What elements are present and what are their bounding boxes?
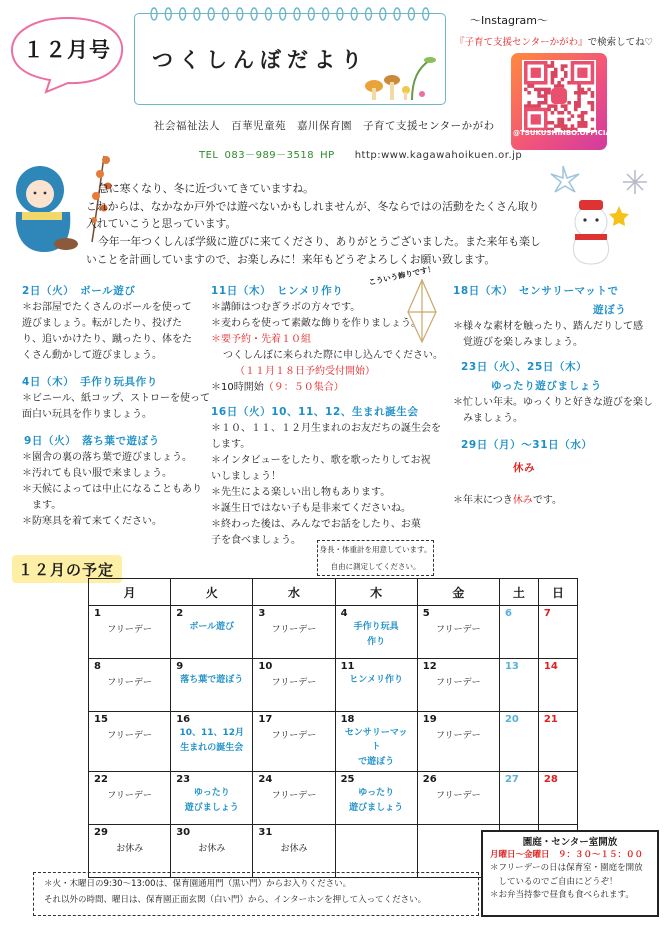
calendar-date: 28 <box>543 774 558 785</box>
calendar-date: 3 <box>258 608 266 619</box>
measurement-note-line: 身長・体重計を用意しています。 <box>319 545 432 554</box>
notebook-ring <box>251 8 257 20</box>
calendar-date: 27 <box>504 774 519 785</box>
calendar-date: 31 <box>258 827 273 838</box>
notebook-ring <box>337 8 343 20</box>
weekday-header: 火 <box>171 579 253 606</box>
holiday-prefix: ＊年末につき <box>453 495 513 506</box>
event-gather-time: （９：５０集合） <box>263 382 344 393</box>
intro-line: 急に寒くなり、冬に近づいてきていますね。 <box>98 182 314 195</box>
calendar-day-cell <box>499 606 538 659</box>
notebook-ring <box>280 8 286 20</box>
calendar-date: 16 <box>176 714 191 725</box>
calendar-day-cell <box>335 606 417 659</box>
instagram-account-name: 『子育て支援センターかがわ』 <box>455 37 588 48</box>
himmeli-ornament-illustration <box>392 276 456 346</box>
events-column-1 <box>22 283 210 530</box>
notebook-ring <box>308 8 314 20</box>
event-title-himmeli: 11日（木） ヒンメリ作り <box>211 285 344 297</box>
calendar-day-cell <box>89 825 171 878</box>
intro-line: これからは、なかなか戸外では遊べないかもしれませんが、冬ならではの活動をたくさん取り <box>86 199 540 213</box>
website-url[interactable]: http:www.kagawahoikuen.or.jp <box>354 150 523 161</box>
instagram-search-suffix: で検索してね♡ <box>587 37 654 48</box>
calendar-day-cell <box>335 825 417 878</box>
calendar-day-cell <box>171 712 253 772</box>
notebook-ring <box>294 8 300 20</box>
calendar-date: 10 <box>258 661 273 672</box>
weekday-header: 月 <box>89 579 171 606</box>
event-line: つくしんぼに来られた際に申し込んでください。 <box>223 350 443 361</box>
intro-message <box>86 180 556 269</box>
event-line: くさん動かして遊びましょう。 <box>22 350 162 361</box>
calendar-day-cell <box>499 712 538 772</box>
event-line: ＊講師はつむぎラボの方々です。 <box>211 302 361 313</box>
notebook-ring <box>323 8 329 20</box>
calendar-date: 12 <box>422 661 437 672</box>
calendar-day-cell <box>171 772 253 825</box>
calendar-day-cell <box>253 712 335 772</box>
events-column-3 <box>453 283 663 509</box>
calendar-date: 14 <box>543 661 558 672</box>
calendar-activity: で遊ぼう <box>358 757 395 767</box>
calendar-day-cell <box>89 659 171 712</box>
calendar-activity: フリーデー <box>436 731 481 741</box>
calendar-activity: フリーデー <box>271 791 317 801</box>
calendar-day-cell <box>89 606 171 659</box>
calendar-weekday-row <box>89 579 578 606</box>
tel-number: 083－989－3518 <box>224 150 315 161</box>
notebook-ring <box>165 8 171 20</box>
calendar-week <box>89 772 578 825</box>
event-line: みましょう。 <box>463 413 523 424</box>
event-title-holiday: 29日（月）～31日（水） <box>461 439 593 451</box>
calendar-date: 17 <box>258 714 273 725</box>
event-line: ＊１０、１１、１２月生まれのお友だちの誕生会を <box>211 423 441 434</box>
event-line: ＊忙しい年末。ゆっくりと好きな遊びを楽し <box>453 397 653 408</box>
calendar-date: 29 <box>94 827 108 838</box>
event-line: ＊終わった後は、みんなでお話をしたり、お菓 <box>211 519 421 530</box>
calendar-day-cell <box>335 772 417 825</box>
calendar-day-cell <box>538 712 577 772</box>
calendar-date: 6 <box>504 608 512 619</box>
event-line: 子を食べましょう。 <box>211 535 301 546</box>
calendar-activity: 10、11、12月 <box>179 728 245 738</box>
calendar-activity: ゆったり <box>358 788 395 798</box>
calendar-day-cell <box>538 659 577 712</box>
calendar-day-cell <box>499 659 538 712</box>
entrance-note <box>33 872 479 916</box>
notebook-ring <box>265 8 271 20</box>
event-line: 面白い玩具を作りましょう。 <box>22 409 152 420</box>
calendar-day-cell <box>417 659 499 712</box>
weekday-header: 日 <box>538 579 577 606</box>
contact-line <box>199 146 528 161</box>
calendar-activity: お休み <box>116 844 144 854</box>
calendar-day-cell <box>89 772 171 825</box>
instagram-search-note <box>455 34 653 48</box>
calendar-activity: フリーデー <box>107 731 152 741</box>
calendar-day-cell <box>171 606 253 659</box>
calendar-day-cell <box>253 772 335 825</box>
calendar-activity: 落ち葉で遊ぼう <box>180 675 244 685</box>
event-line: ます。 <box>22 500 62 511</box>
snowman-illustration <box>545 156 657 268</box>
qr-code[interactable] <box>522 60 596 132</box>
notebook-ring <box>394 8 400 20</box>
calendar-activity: フリーデー <box>107 625 152 635</box>
entrance-note-line: ＊火・木曜日の9:30～13:00は、保育園通用門（黒い門）からお入りください。 <box>44 879 352 889</box>
mushroom-plant-illustration <box>360 50 444 102</box>
intro-line: 入れていこうと思っています。 <box>86 217 237 231</box>
instagram-icon <box>551 88 567 104</box>
tel-label: TEL <box>199 150 219 161</box>
calendar-week <box>89 712 578 772</box>
holiday-word: 休み <box>512 495 533 506</box>
calendar-date: 23 <box>176 774 191 785</box>
calendar-date: 21 <box>543 714 558 725</box>
calendar-date: 18 <box>340 714 355 725</box>
instagram-handle: @TSUKUSHINBO.OFFICIAL <box>513 129 616 137</box>
intro-line: いことを計画していますので、お楽しみに！来年もどうぞよろしくお願い致します。 <box>86 252 496 266</box>
calendar-date: 26 <box>422 774 437 785</box>
event-title-sensory: 18日（木） センサリーマットで <box>453 285 619 297</box>
holiday-suffix: です。 <box>532 495 563 506</box>
event-line: ＊お部屋でたくさんのボールを使って <box>22 302 192 313</box>
issue-number: １２月号 <box>23 38 111 62</box>
calendar-date: 15 <box>94 714 108 725</box>
measurement-note-line: 自由に測定してください。 <box>330 562 421 571</box>
event-line: ＊麦わらを使って素敵な飾りを作りましょう。 <box>211 318 421 329</box>
event-line-holiday <box>453 493 663 509</box>
calendar-activity: 作り <box>367 637 386 647</box>
calendar-date: 1 <box>94 608 101 619</box>
calendar-activity: ゆったり <box>193 788 230 798</box>
calendar-activity: フリーデー <box>107 678 152 688</box>
calendar-date: 30 <box>176 827 191 838</box>
calendar-activity: フリーデー <box>271 731 317 741</box>
newsletter-title: つくしんぼだより <box>152 48 368 72</box>
calendar-date: 22 <box>94 774 108 785</box>
weekday-header: 土 <box>499 579 538 606</box>
event-line: ＊天候によっては中止になることもあり <box>22 484 202 495</box>
weekday-header: 金 <box>417 579 499 606</box>
notebook-ring <box>351 8 357 20</box>
open-hours-box <box>481 830 659 917</box>
open-hours-line: ＊フリーデーの日は保育室・園庭を開放 <box>490 863 643 874</box>
hp-label: HP <box>320 150 335 161</box>
calendar-activity: 手作り玩具 <box>353 622 399 632</box>
calendar-activity: フリーデー <box>271 625 317 635</box>
weekday-header: 木 <box>335 579 417 606</box>
calendar-day-cell <box>417 772 499 825</box>
calendar-date: 19 <box>422 714 437 725</box>
event-title-relax-2: ゆったり遊びましょう <box>491 380 602 392</box>
calendar-week <box>89 659 578 712</box>
calendar-day-cell <box>538 606 577 659</box>
calendar-date: 24 <box>258 774 273 785</box>
calendar-day-cell <box>538 772 577 825</box>
calendar-day-cell <box>253 606 335 659</box>
organization-name: 社会福祉法人 百華児童苑 嘉川保育園 子育て支援センターかがわ <box>154 120 495 132</box>
calendar-activity: フリーデー <box>107 791 152 801</box>
calendar-date: 25 <box>340 774 355 785</box>
open-hours-line: ＊お弁当持参で昼食も食べられます。 <box>490 889 634 900</box>
event-title-leaves: 9日（火） 落ち葉で遊ぼう <box>24 435 160 447</box>
himmeli-badge: こういう飾りです！ <box>367 264 436 287</box>
calendar-activity: フリーデー <box>436 791 481 801</box>
event-line: ＊園舎の裏の落ち葉で遊びましょう。 <box>22 452 192 463</box>
entrance-note-line: それ以外の時間、曜日は、保育園正面玄関（白い門）から、インターホンを押して入ってください。 <box>44 895 427 905</box>
calendar-activity: 生まれの誕生会 <box>180 743 244 753</box>
event-title-birthday: 16日（火）10、11、12、生まれ誕生会 <box>211 406 419 418</box>
event-line: ＊誕生日ではない子も是非来てくださいね。 <box>211 503 411 514</box>
calendar-day-cell <box>171 659 253 712</box>
event-line: します。 <box>211 439 251 450</box>
calendar-date: 7 <box>543 608 551 619</box>
calendar-activity: センサリーマット <box>344 728 408 752</box>
event-line: ＊様々な素材を触ったり、踏んだりして感 <box>453 321 643 332</box>
event-reservation-start: （１１月１８日予約受付開始） <box>235 366 375 377</box>
calendar-day-cell <box>335 712 417 772</box>
event-title-toys: 4日（木） 手作り玩具作り <box>22 376 158 388</box>
event-line: ＊防寒具を着て来てください。 <box>22 516 162 527</box>
open-hours-title: 園庭・センター室開放 <box>522 837 618 848</box>
calendar-activity: お休み <box>280 844 308 854</box>
calendar-date: 11 <box>340 661 355 672</box>
notebook-ring <box>194 8 200 20</box>
calendar-day-cell <box>89 712 171 772</box>
notebook-ring <box>208 8 214 20</box>
calendar-day-cell <box>253 659 335 712</box>
calendar-date: 20 <box>504 714 519 725</box>
calendar-activity: 遊びましょう <box>349 803 404 813</box>
calendar-activity: フリーデー <box>271 678 317 688</box>
notebook-ring <box>423 8 429 20</box>
event-start-time <box>211 380 436 396</box>
event-line: ＊ビニール、紙コップ、ストローを使って <box>22 393 210 404</box>
notebook-ring <box>237 8 243 20</box>
calendar-day-cell <box>253 825 335 878</box>
event-line: ＊インタビューをしたり、歌を歌ったりしてお祝 <box>211 455 431 466</box>
intro-line: 今年一年つくしんぼ学級に遊びに来てくださり、ありがとうございました。また来年も楽し <box>98 235 541 249</box>
calendar-activity: フリーデー <box>436 678 481 688</box>
event-reservation-note: ＊要予約・先着１０組 <box>211 334 311 345</box>
event-line: 遊びましょう。転がしたり、投げた <box>22 318 182 329</box>
notebook-ring <box>366 8 372 20</box>
notebook-ring <box>151 8 157 20</box>
event-start-prefix: ＊10時開始 <box>211 382 264 393</box>
calendar-heading: １２月の予定 <box>12 555 122 583</box>
event-title-ball: 2日（火） ボール遊び <box>22 285 136 297</box>
calendar-day-cell <box>417 712 499 772</box>
calendar-date: 8 <box>94 661 101 672</box>
calendar-activity: ヒンメリ作り <box>349 675 404 685</box>
open-hours-line: しているのでご自由にどうぞ！ <box>490 876 618 887</box>
event-line: ＊先生による楽しい出し物もあります。 <box>211 487 391 498</box>
notebook-ring <box>408 8 414 20</box>
event-title-holiday-2: 休み <box>513 462 536 474</box>
calendar-date: 13 <box>504 661 519 672</box>
event-title-relax: 23日（火）、25日（木） <box>461 361 588 373</box>
notebook-rings <box>146 6 432 22</box>
calendar-day-cell <box>171 825 253 878</box>
notebook-ring <box>223 8 229 20</box>
calendar-date: 9 <box>176 661 184 672</box>
open-hours-time: 月曜日～金曜日 ９：３０～１５：００ <box>490 850 644 861</box>
calendar-activity: ボール遊び <box>189 622 235 632</box>
calendar-week <box>89 606 578 659</box>
notebook-ring <box>180 8 186 20</box>
event-line: り、追いかけたり、蹴ったり、体をた <box>22 334 192 345</box>
calendar-date: 4 <box>340 608 348 619</box>
measurement-note <box>317 540 434 576</box>
event-line: 覚遊びを楽しみましょう。 <box>463 337 583 348</box>
calendar-day-cell <box>417 606 499 659</box>
calendar-day-cell <box>335 659 417 712</box>
event-title-sensory-2: 遊ぼう <box>593 304 627 316</box>
calendar-date: 2 <box>176 608 184 619</box>
calendar-activity: お休み <box>198 844 226 854</box>
calendar-activity: フリーデー <box>436 625 481 635</box>
notebook-ring <box>380 8 386 20</box>
weekday-header: 水 <box>253 579 335 606</box>
calendar-day-cell <box>499 772 538 825</box>
event-line: ＊汚れても良い服で来ましょう。 <box>22 468 172 479</box>
calendar-date: 5 <box>422 608 430 619</box>
instagram-label: ～Instagram～ <box>470 14 548 27</box>
calendar-activity: 遊びましょう <box>184 803 239 813</box>
event-line: いしましょう！ <box>211 471 281 482</box>
